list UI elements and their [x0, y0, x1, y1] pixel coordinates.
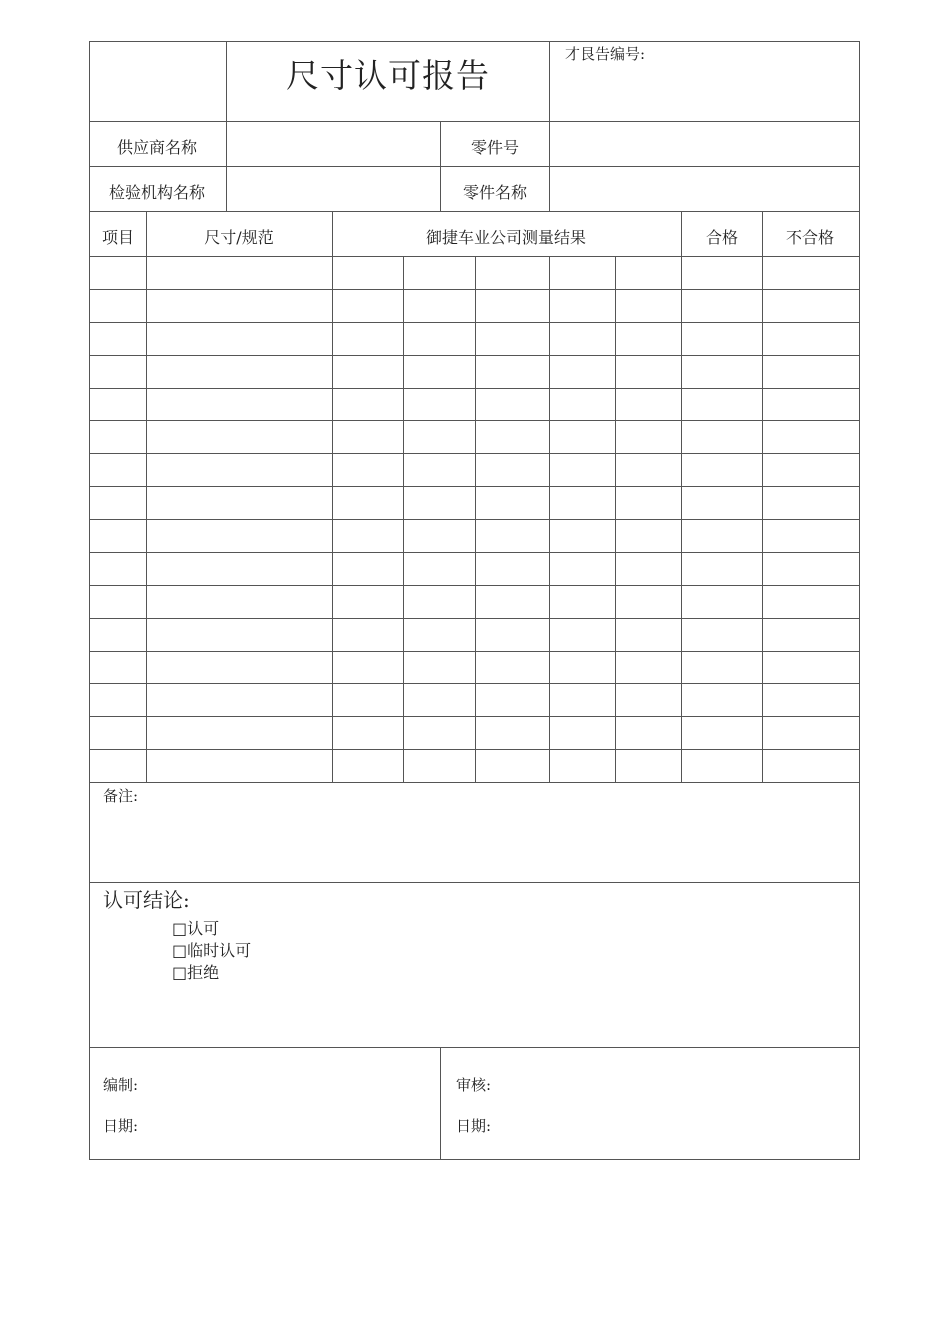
- table-row: [89, 552, 860, 553]
- table-row: [89, 749, 860, 750]
- table-row: [89, 651, 860, 652]
- option-approve[interactable]: □认可: [172, 919, 220, 938]
- table-row: [89, 585, 860, 586]
- table-vline-dim: [332, 211, 333, 783]
- border-left: [89, 41, 90, 1160]
- table-vline-item: [146, 211, 147, 783]
- header-divider-1: [226, 41, 227, 122]
- col-fail-header: 不合格: [785, 228, 835, 247]
- table-row: [89, 519, 860, 520]
- info-bottom: [89, 211, 860, 212]
- table-row: [89, 716, 860, 717]
- table-row: [89, 289, 860, 290]
- table-vline-pass: [681, 211, 682, 783]
- table-row: [89, 453, 860, 454]
- col-item-header: 项目: [101, 228, 135, 247]
- report-number-label: 才艮告编号:: [565, 45, 646, 63]
- border-right: [859, 41, 860, 1160]
- col-pass-header: 合格: [705, 228, 739, 247]
- reviewed-date-label: 日期:: [456, 1117, 492, 1135]
- table-row: [89, 618, 860, 619]
- part-name-label: 零件名称: [462, 183, 528, 202]
- supplier-name-label: 供应商名称: [116, 138, 198, 157]
- reviewed-by-label: 审核:: [456, 1076, 492, 1094]
- page-title: 尺寸认可报告: [286, 56, 490, 95]
- option-reject[interactable]: □拒绝: [172, 963, 220, 982]
- conclusion-top: [89, 882, 860, 883]
- conclusion-label: 认可结论:: [103, 888, 190, 912]
- inspection-agency-label: 检验机构名称: [108, 183, 206, 202]
- remarks-label: 备注:: [103, 787, 139, 805]
- table-row: [89, 486, 860, 487]
- header-divider-2: [549, 41, 550, 122]
- signoff-divider: [440, 1047, 441, 1160]
- remarks-top: [89, 782, 860, 783]
- border-bottom: [89, 1159, 860, 1160]
- report-form: [89, 41, 860, 1160]
- table-row: [89, 355, 860, 356]
- table-row: [89, 420, 860, 421]
- table-vline-fail: [762, 211, 763, 783]
- header-bottom: [89, 121, 860, 122]
- table-row: [89, 683, 860, 684]
- signoff-top: [89, 1047, 860, 1048]
- border-top: [89, 41, 860, 42]
- info-row-divider: [89, 166, 860, 167]
- option-temporary-approve[interactable]: □临时认可: [172, 941, 252, 960]
- col-measurement-header: 御捷车业公司测量结果: [425, 228, 587, 247]
- prepared-date-label: 日期:: [103, 1117, 139, 1135]
- col-dimension-header: 尺寸/规范: [204, 228, 274, 247]
- prepared-by-label: 编制:: [103, 1076, 139, 1094]
- table-row: [89, 388, 860, 389]
- part-number-label: 零件号: [470, 138, 520, 157]
- table-row: [89, 322, 860, 323]
